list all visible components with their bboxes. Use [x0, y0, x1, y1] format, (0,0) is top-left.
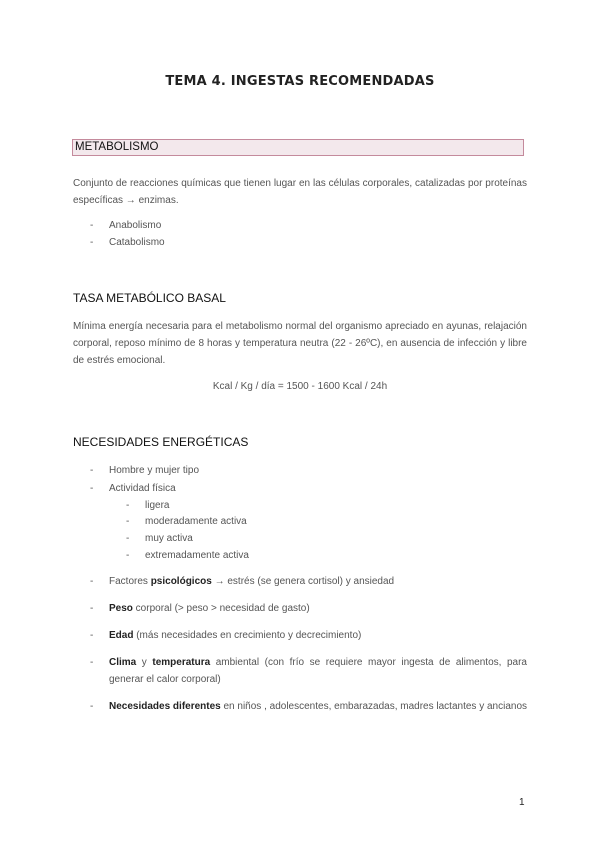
list-item	[90, 481, 176, 498]
bold-text: Edad	[109, 630, 134, 641]
bold-text: Necesidades diferentes	[109, 701, 221, 712]
sub-list-item	[126, 514, 247, 531]
text-run: → estrés (se genera cortisol) y ansiedad	[211, 576, 395, 587]
list-item-psicologicos	[90, 574, 395, 591]
sub-list-item-text: moderadamente activa	[145, 516, 247, 527]
list-dash: -	[126, 516, 130, 527]
list-item-text: Hombre y mujer tipo	[109, 465, 200, 476]
section-heading-metabolismo	[72, 139, 524, 156]
list-dash: -	[90, 220, 94, 231]
section-heading-text: METABOLISMO	[75, 141, 159, 153]
text-run: Factores	[109, 576, 151, 587]
section-heading-tasa: TASA METABÓLICO BASAL	[73, 291, 226, 305]
section-heading-necesidades: NECESIDADES ENERGÉTICAS	[73, 435, 249, 449]
text-run: en niños , adolescentes, embarazadas, madres lactantes y ancianos	[220, 701, 528, 712]
bold-text: Clima	[109, 657, 137, 668]
list-item-text: Actividad física	[109, 483, 176, 494]
list-dash: -	[90, 483, 94, 494]
sub-list-item-text: muy activa	[145, 533, 193, 544]
metabolismo-definition: Conjunto de reacciones químicas que tienen lugar en las células corporales, catalizadas por proteínas específicas → enzimas.	[73, 178, 527, 206]
list-item	[90, 218, 162, 235]
list-item	[90, 235, 165, 252]
list-dash: -	[126, 500, 130, 511]
sub-list-item-text: ligera	[145, 500, 170, 511]
text-run: y	[136, 657, 153, 668]
page-number: 1	[519, 797, 525, 808]
sub-list-item	[126, 531, 193, 548]
list-dash: -	[90, 657, 94, 668]
list-dash: -	[126, 550, 130, 561]
text-run: ambiental (con frío se requiere mayor ingesta de alimentos, para generar el calor corporal)	[109, 657, 527, 685]
bold-text: temperatura	[152, 657, 211, 668]
list-dash: -	[90, 630, 94, 641]
sub-list-item	[126, 498, 170, 515]
text-run: corporal (> peso > necesidad de gasto)	[132, 603, 310, 614]
tasa-formula: Kcal / Kg / día = 1500 - 1600 Kcal / 24h	[212, 381, 388, 392]
list-dash: -	[90, 576, 94, 587]
tasa-definition: Mínima energía necesaria para el metabolismo normal del organismo apreciado en ayunas, relajación corporal, reposo mínimo de 8 horas y temperatura neutra (22 - 26ºC), en ausencia de infección y libre de estrés emocional.	[73, 321, 527, 366]
text-run: (más necesidades en crecimiento y decrecimiento)	[133, 630, 362, 641]
list-item-clima	[90, 655, 527, 689]
page-title: TEMA 4. INGESTAS RECOMENDADAS	[165, 74, 435, 89]
sub-list-item-text: extremadamente activa	[145, 550, 249, 561]
list-item-text: Anabolismo	[109, 220, 162, 231]
list-item-edad	[90, 628, 362, 645]
list-item-text: Catabolismo	[109, 237, 165, 248]
bold-text: Peso	[109, 603, 133, 614]
list-dash: -	[90, 603, 94, 614]
list-item-peso	[90, 601, 310, 618]
list-dash: -	[90, 237, 94, 248]
sub-list-item	[126, 548, 249, 565]
bold-text: psicológicos	[150, 576, 212, 587]
list-dash: -	[90, 701, 94, 712]
list-item	[90, 463, 200, 480]
list-dash: -	[126, 533, 130, 544]
list-dash: -	[90, 465, 94, 476]
list-item-necesidades-diferentes	[90, 699, 528, 716]
